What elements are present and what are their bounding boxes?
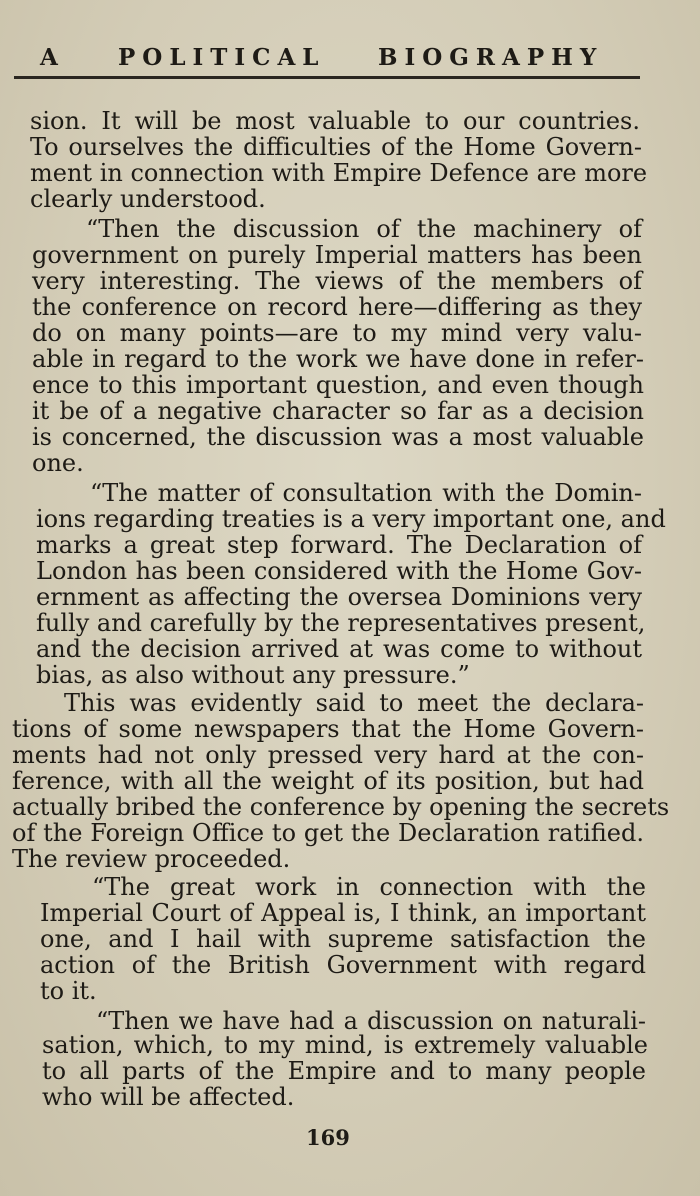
- text-line: fully and carefully by the representatives present,: [36, 609, 646, 637]
- text-line: “The matter of consultation with the Domin-: [90, 479, 642, 507]
- header-word-biography: BIOGRAPHY: [378, 44, 604, 71]
- page-number: 169: [306, 1125, 350, 1150]
- text-line: sation, which, to my mind, is extremely valuable: [42, 1031, 648, 1059]
- text-line: “Then the discussion of the machinery of: [86, 215, 642, 243]
- text-line: to all parts of the Empire and to many people: [42, 1057, 646, 1085]
- text-line: is concerned, the discussion was a most valuable: [32, 423, 644, 451]
- text-line: “Then we have had a discussion on naturali-: [96, 1007, 646, 1035]
- text-line: ions regarding treaties is a very important one, and: [36, 505, 666, 533]
- text-line: it be of a negative character so far as a decision: [32, 397, 644, 425]
- text-line: To ourselves the difficulties of the Home Govern-: [30, 133, 642, 161]
- text-line: tions of some newspapers that the Home Govern-: [12, 715, 644, 743]
- text-line: Imperial Court of Appeal is, I think, an important: [40, 899, 646, 927]
- header-word-a: A: [40, 44, 65, 71]
- text-line: ment in connection with Empire Defence are more: [30, 159, 648, 187]
- text-line: ments had not only pressed very hard at the con-: [12, 741, 644, 769]
- text-line: to it.: [40, 977, 97, 1005]
- text-line: government on purely Imperial matters has been: [32, 241, 642, 269]
- text-line: able in regard to the work we have done in refer-: [32, 345, 644, 373]
- text-line: sion. It will be most valuable to our countries.: [30, 107, 640, 135]
- text-line: actually bribed the conference by opening the secrets: [12, 793, 670, 821]
- text-line: ference, with all the weight of its position, but had: [12, 767, 644, 795]
- text-line: London has been considered with the Home Gov-: [36, 557, 642, 585]
- text-line: who will be affected.: [42, 1083, 295, 1111]
- header-rule: [14, 76, 640, 79]
- text-line: marks a great step forward. The Declaration of: [36, 531, 642, 559]
- text-line: of the Foreign Office to get the Declaration ratified.: [12, 819, 644, 847]
- text-line: very interesting. The views of the members of: [32, 267, 642, 295]
- text-line: “The great work in connection with the: [92, 873, 646, 901]
- text-line: the conference on record here—differing as they: [32, 293, 642, 321]
- text-line: This was evidently said to meet the declara-: [64, 689, 644, 717]
- text-line: one, and I hail with supreme satisfaction the: [40, 925, 646, 953]
- text-line: bias, as also without any pressure.”: [36, 661, 470, 689]
- text-line: The review proceeded.: [12, 845, 291, 873]
- text-line: one.: [32, 449, 84, 477]
- header-word-political: POLITICAL: [118, 44, 326, 71]
- text-line: ernment as affecting the oversea Dominions very: [36, 583, 642, 611]
- running-header: [28, 44, 658, 74]
- text-line: action of the British Government with regard: [40, 951, 646, 979]
- text-line: and the decision arrived at was come to without: [36, 635, 642, 663]
- text-line: clearly understood.: [30, 185, 266, 213]
- text-line: ence to this important question, and even though: [32, 371, 644, 399]
- text-line: do on many points—are to my mind very valu-: [32, 319, 642, 347]
